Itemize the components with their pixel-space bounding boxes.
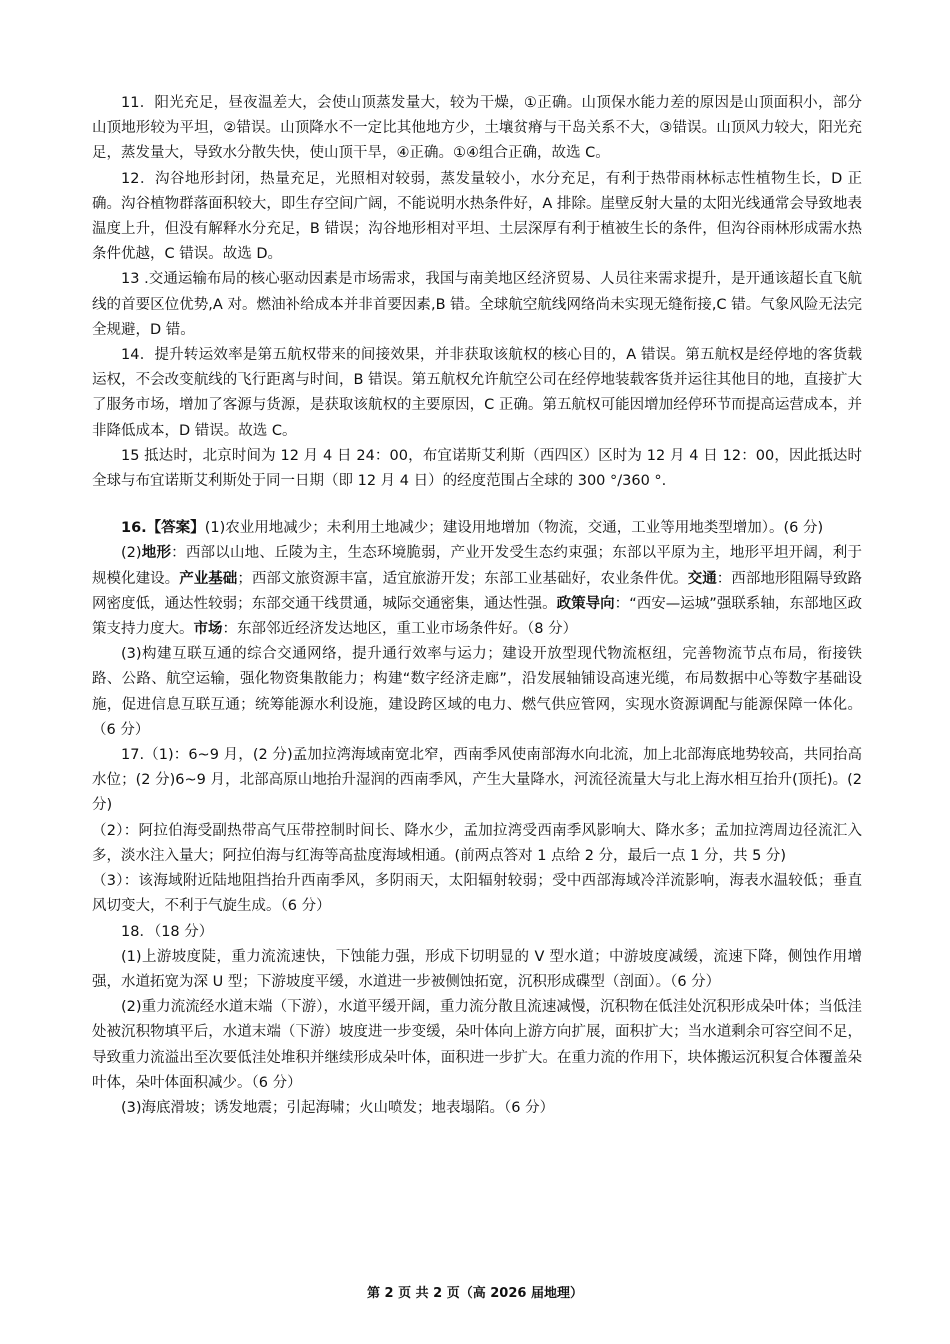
answer-q16-part1-text: (1)农业用地减少；未利用土地减少；建设用地增加（物流，交通，工业等用地类型增加）。(6 分) [204,520,824,537]
answer-q13: 13 .交通运输布局的核心驱动因素是市场需求，我国与南美地区经济贸易、人员往来需求提升，是开通该超长直飞航线的首要区位优势,A 对。燃油补给成本并非首要因素,B 错。全球航空航线网络尚未实现无缝衔接,C 错。气象风险无法完全规避，D 错。 [92,271,862,338]
keyword-terrain: 地形 [141,545,172,562]
section-gap [92,494,862,516]
answer-q17-part2: （2）：阿拉伯海受副热带高气压带控制时间长、降水少，孟加拉湾受西南季风影响大、降水多；孟加拉湾周边径流汇入多，淡水注入量大；阿拉伯海与红海等高盐度海域相通。(前两点答对 1 点给 2 分，最后一点 1 分，共 5 分) [92,822,862,864]
q16-part2-text4: ：“西安—运城”强联系轴，东部地区政策支持力度大。 [92,595,863,638]
keyword-transport: 交通 [687,570,717,587]
q16-part2-text1: ：西部以山地、丘陵为主，生态环境脆弱，产业开发受生态约束强；东部以平原为主，地形平坦开阔，利于规模化建设。 [92,545,862,587]
keyword-policy: 政策导向 [556,595,615,612]
answer-q15: 15 抵达时，北京时间为 12 月 4 日 24：00，布宜诺斯艾利斯（西四区）区时为 12 月 4 日 12：00，因此抵达时全球与布宜诺斯艾利斯处于同一日期（即 12 月 4 日）的经度范围占全球的 300 °/360 °. [92,447,862,490]
answer-q12: 12．沟谷地形封闭，热量充足，光照相对较弱，蒸发量较小，水分充足，有利于热带雨林标志性植物生长，D 正确。沟谷植物群落面积较大，即生存空间广阔，不能说明水热条件好，A 排除。崖壁反射大量的太阳光线通常会导致地表温度上升，但没有解释水分充足，B 错误；沟谷地形相对平坦、土层深厚有利于植被生长的条件，但沟谷雨林形成需水热条件优越，C 错误。故选 D。 [92,170,862,263]
answer-q18-part3: (3)海底滑坡；诱发地震；引起海啸；火山喷发；地表塌陷。（6 分） [121,1099,555,1116]
answer-q11: 11．阳光充足，昼夜温差大，会使山顶蒸发量大，较为干燥，①正确。山顶保水能力差的原因是山顶面积小，部分山顶地形较为平坦，②错误。山顶降水不一定比其他地方少，土壤贫瘠与干岛关系不大，③错误。山顶风力较大，阳光充足，蒸发量大，导致水分散失快，使山顶干旱，④正确。①④组合正确，故选 C。 [92,95,862,162]
answer-q18-part1: (1)上游坡度陡，重力流流速快，下蚀能力强，形成下切明显的 V 型水道；中游坡度减缓，流速下降，侧蚀作用增强，水道拓宽为深 U 型；下游坡度平缓，水道进一步被侧蚀拓宽，沉积形成碟型（剖面）。（6 分） [92,948,862,990]
answer-q16-part3: (3)构建互联互通的综合交通网络，提升通行效率与运力；建设开放型现代物流枢纽，完善物流节点布局，衔接铁路、公路、航空运输，强化物资集散能力；构建“数字经济走廊”，沿发展轴铺设高速光缆，布局数据中心等数字基础设施，促进信息互联互通；统筹能源水利设施，建设跨区域的电力、燃气供应管网，实现水资源调配与能源保障一体化。（6 分） [92,646,862,738]
keyword-industry-base: 产业基础 [179,570,238,587]
answer-q16-heading: 16.【答案】 [121,520,205,537]
answer-q18-heading: 18．（18 分） [121,923,214,940]
q16-part2-lead: (2) [121,545,142,562]
q16-part2-text2: ；西部文旅资源丰富，适宜旅游开发；东部工业基础好，农业条件优。 [237,570,688,587]
answer-q17-part1: 17.（1)：6~9 月，(2 分)孟加拉湾海域南宽北窄，西南季风使南部海水向北流，加上北部海底地势较高，共同抬高水位；(2 分)6~9 月，北部高原山地抬升湿润的西南季风，产生大量降水，河流径流量大与北上海水相互抬升(顶托)。(2 分) [92,747,862,814]
q16-part2-text5: ：东部邻近经济发达地区，重工业市场条件好。（8 分） [222,621,578,638]
answer-q16-part1 [92,516,862,541]
answer-q17-part3: （3）：该海域附近陆地阻挡抬升西南季风，多阴雨天，太阳辐射较弱；受中西部海域冷洋流影响，海表水温较低；垂直风切变大，不利于气旋生成。（6 分） [92,873,862,915]
answer-q14: 14．提升转运效率是第五航权带来的间接效果，并非获取该航权的核心目的，A 错误。第五航权是经停地的客货载运权，不会改变航线的飞行距离与时间，B 错误。第五航权允许航空公司在经停地装载客货并运往其他目的地，直接扩大了服务市场，增加了客源与货源，是获取该航权的主要原因，C 正确。第五航权可能因增加经停环节而提高运营成本，并非降低成本，D 错误。故选 C。 [92,347,862,439]
page-footer: 第 2 页 共 2 页（高 2026 届地理） [367,1286,583,1301]
answer-q18-part2: (2)重力流流经水道末端（下游），水道平缓开阔，重力流分散且流速减慢，沉积物在低洼处沉积形成朵叶体；当低洼处被沉积物填平后，水道末端（下游）坡度进一步变缓，朵叶体向上游方向扩展，面积扩大；当水道剩余可容空间不足，导致重力流溢出至次要低洼处堆积并继续形成朵叶体，面积进一步扩大。在重力流的作用下，块体搬运沉积复合体覆盖朵叶体，朵叶体面积减少。（6 分） [92,999,862,1091]
answer-q16-part2 [92,541,862,642]
q16-part2-text3: ：西部地形阻隔导致路网密度低，通达性较弱；东部交通干线贯通，城际交通密集，通达性强。 [92,570,863,612]
keyword-market: 市场 [193,621,223,638]
answer-content [92,91,862,1121]
